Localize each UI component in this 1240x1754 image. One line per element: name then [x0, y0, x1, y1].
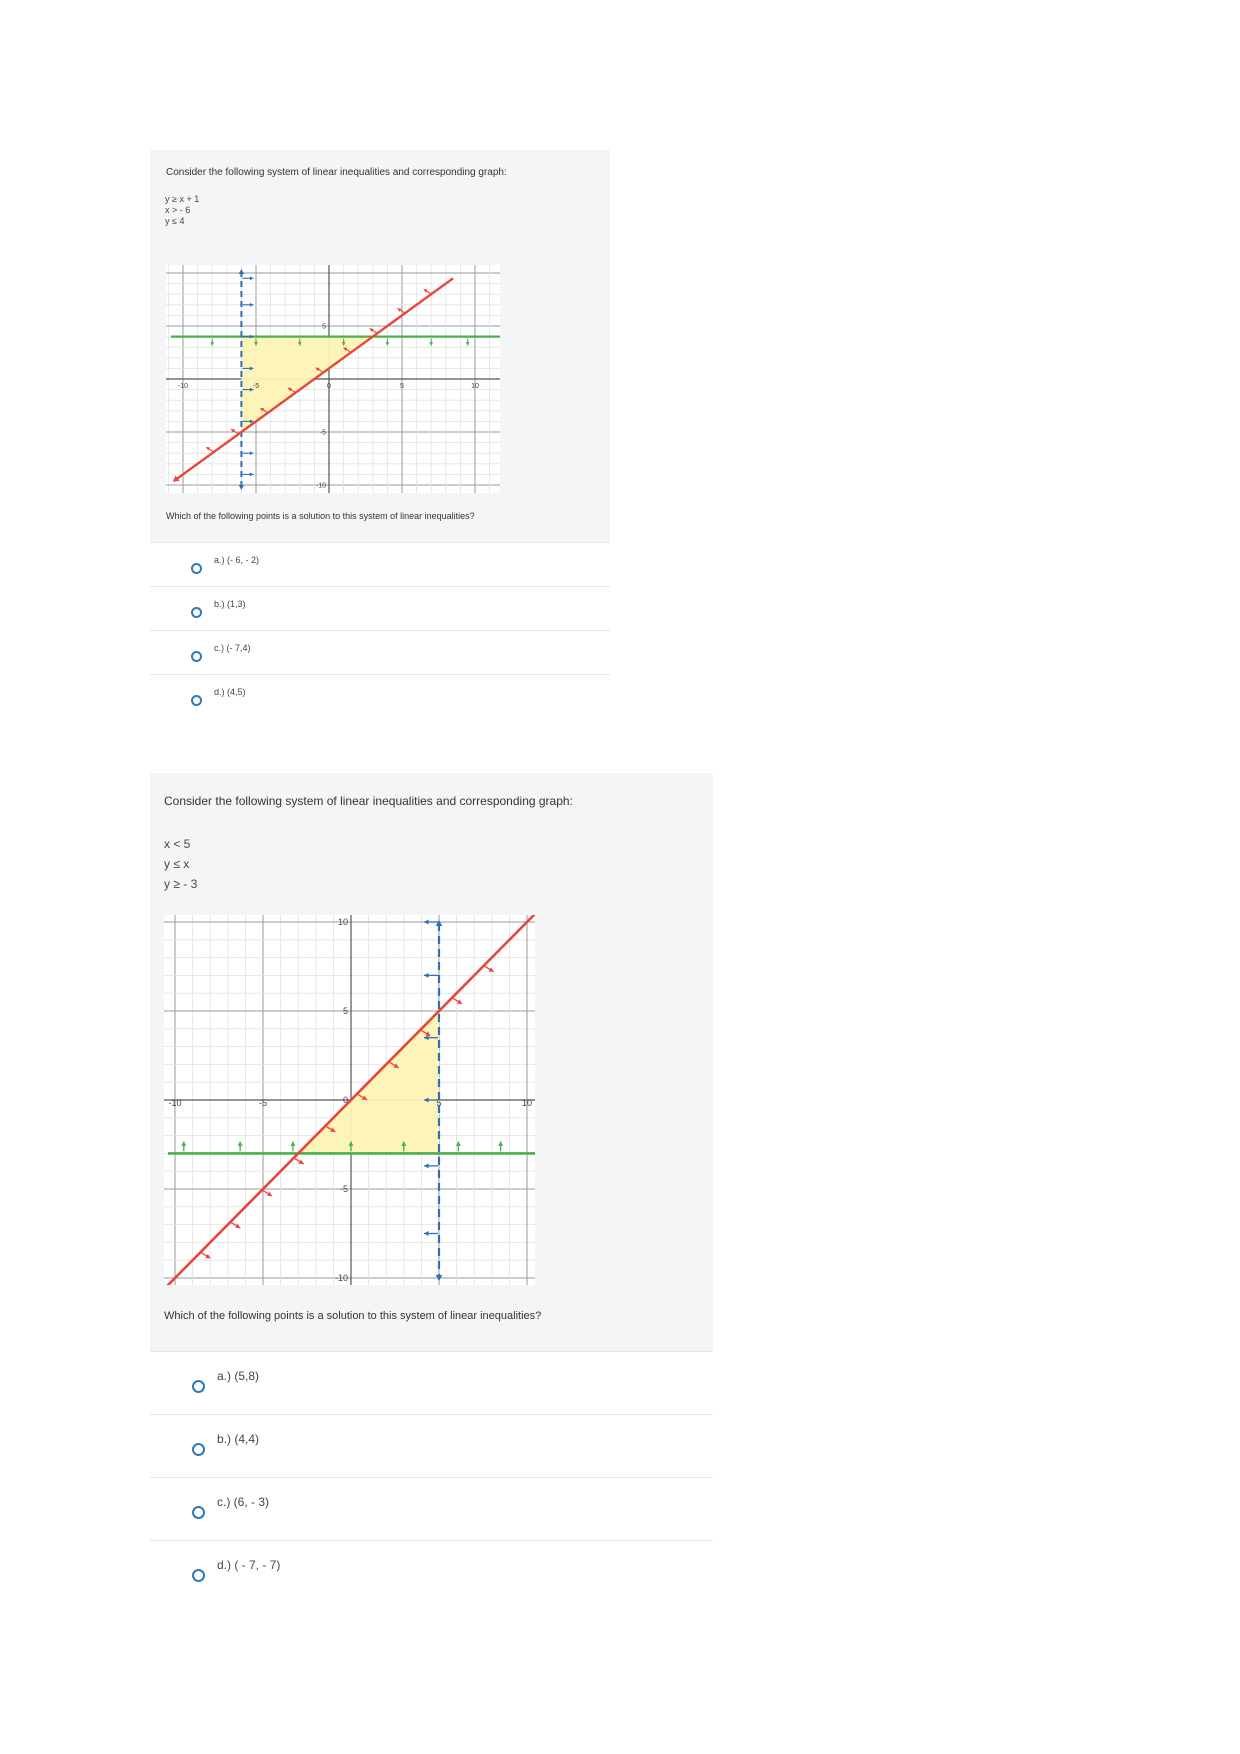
x-tick-label: -10: [177, 383, 189, 390]
question-2-ask: Which of the following points is a solution to this system of linear inequalities?: [164, 1310, 542, 1322]
shade-arrow-head: [429, 342, 433, 346]
option-c[interactable]: [150, 1477, 713, 1541]
x-tick-label: 0: [327, 383, 331, 390]
inequality-graph-2: [164, 915, 535, 1285]
question-1-options: [150, 542, 610, 722]
y-tick-label: 0: [342, 1095, 348, 1106]
y-tick-label: -5: [339, 1184, 348, 1195]
question-2-graph: [164, 915, 535, 1285]
shade-arrow-head: [424, 1231, 429, 1236]
boundary-end-arrow: [239, 485, 245, 490]
radio-button[interactable]: [192, 1443, 205, 1456]
inequality-3: y ≤ 4: [165, 216, 185, 226]
option-a[interactable]: [150, 542, 610, 587]
shade-arrow-head: [290, 1141, 295, 1146]
option-label: b.) (4,4): [217, 1432, 260, 1446]
option-d[interactable]: [150, 1540, 713, 1604]
option-b[interactable]: [150, 1414, 713, 1478]
option-c[interactable]: [150, 630, 610, 675]
inequality-3: y ≥ - 3: [164, 877, 198, 891]
option-label: a.) (5,8): [217, 1369, 260, 1383]
radio-button[interactable]: [191, 695, 202, 706]
y-tick-label: 10: [337, 917, 348, 928]
radio-button[interactable]: [192, 1380, 205, 1393]
option-label: d.) ( - 7, - 7): [217, 1558, 281, 1572]
shade-arrow-head: [424, 973, 429, 978]
question-2: [150, 773, 713, 1603]
y-tick-label: 5: [342, 1006, 348, 1017]
option-d[interactable]: [150, 674, 610, 719]
boundary-end-arrow: [436, 920, 443, 926]
option-label: c.) (- 7,4): [214, 643, 251, 653]
question-1-ask: Which of the following points is a solution to this system of linear inequalities?: [166, 511, 475, 521]
inequality-graph-1: [166, 265, 500, 493]
shade-arrow-head: [498, 1141, 503, 1146]
question-2-prompt: Consider the following system of linear inequalities and corresponding graph:: [164, 794, 573, 808]
radio-button[interactable]: [192, 1506, 205, 1519]
shade-arrow-head: [424, 1163, 429, 1168]
shade-arrow-head: [424, 920, 429, 925]
y-tick-label: -5: [319, 429, 326, 437]
shade-arrow-head: [250, 451, 254, 455]
radio-button[interactable]: [192, 1569, 205, 1582]
question-1-inequalities: [165, 194, 199, 227]
option-label: c.) (6, - 3): [217, 1495, 270, 1509]
inequality-1: y ≥ x + 1: [165, 194, 200, 204]
radio-button[interactable]: [191, 607, 202, 618]
y-tick-label: -10: [334, 1273, 348, 1284]
shade-arrow-head: [181, 1141, 186, 1146]
x-tick-label: -10: [168, 1098, 182, 1108]
x-tick-label: 10: [471, 383, 479, 390]
boundary-end-arrow: [239, 269, 245, 274]
x-tick-label: -5: [258, 1098, 268, 1108]
shade-arrow-head: [250, 276, 254, 280]
x-tick-label: 10: [521, 1098, 533, 1108]
shade-arrow-head: [466, 342, 470, 346]
question-1-graph: [166, 265, 500, 493]
option-a[interactable]: [150, 1351, 713, 1415]
option-label: b.) (1,3): [214, 599, 246, 609]
x-tick-label: -5: [252, 383, 260, 390]
question-2-options: [150, 1351, 713, 1603]
inequality-2: x > - 6: [165, 205, 191, 215]
option-b[interactable]: [150, 586, 610, 631]
y-tick-label: 5: [322, 323, 326, 331]
question-1-prompt: Consider the following system of linear inequalities and corresponding graph:: [166, 167, 507, 178]
shade-arrow-head: [385, 342, 389, 346]
inequality-1: x < 5: [164, 837, 191, 851]
option-label: d.) (4,5): [214, 687, 246, 697]
question-1: [150, 150, 610, 710]
radio-button[interactable]: [191, 563, 202, 574]
inequality-2: y ≤ x: [164, 857, 190, 871]
shade-arrow-head: [250, 303, 254, 307]
x-tick-label: 5: [436, 1098, 442, 1108]
y-tick-label: -10: [315, 482, 326, 490]
question-2-inequalities: [164, 834, 197, 894]
shade-arrow-head: [250, 472, 254, 476]
shade-arrow-head: [238, 1141, 243, 1146]
x-tick-label: 5: [400, 383, 404, 390]
option-label: a.) (- 6, - 2): [214, 555, 260, 565]
radio-button[interactable]: [191, 651, 202, 662]
shade-arrow-head: [210, 342, 214, 346]
